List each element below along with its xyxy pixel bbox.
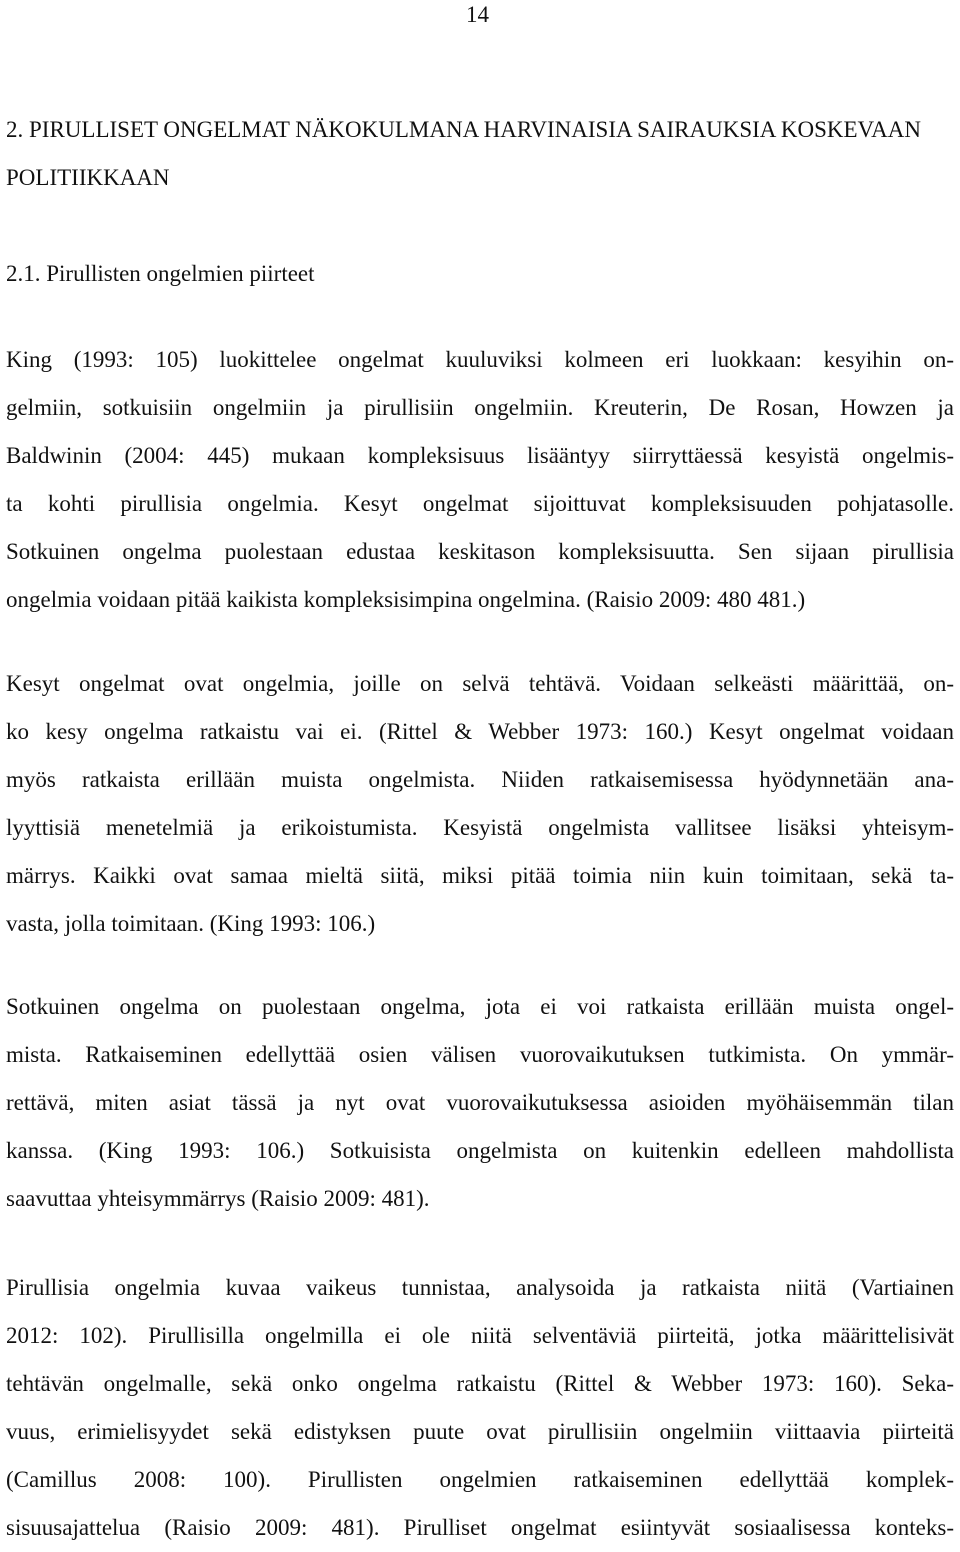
- paragraph-line: myös ratkaista erillään muista ongelmista. Niiden ratkaisemisessa hyödynnetään ana-: [6, 767, 954, 792]
- paragraph-line: Kesyt ongelmat ovat ongelmia, joille on selvä tehtävä. Voidaan selkeästi määrittää, on-: [6, 671, 954, 696]
- paragraph-line: ko kesy ongelma ratkaistu vai ei. (Rittel & Webber 1973: 160.) Kesyt ongelmat voidaan: [6, 719, 954, 744]
- paragraph-line: Pirullisia ongelmia kuvaa vaikeus tunnistaa, analysoida ja ratkaista niitä (Vartiainen: [6, 1275, 954, 1300]
- chapter-heading: 2. PIRULLISET ONGELMAT NÄKOKULMANA HARVINAISIA SAIRAUKSIA KOSKEVAAN POLITIIKKAAN: [6, 117, 922, 190]
- page-number: 14: [466, 2, 489, 27]
- paragraph-line: sisuusajattelua (Raisio 2009: 481). Pirulliset ongelmat esiintyvät sosiaalisessa konteks-: [6, 1515, 954, 1540]
- paragraph-line: mista. Ratkaiseminen edellyttää osien välisen vuorovaikutuksen tutkimista. On ymmär-: [6, 1042, 954, 1067]
- paragraph-1: [6, 336, 954, 624]
- paragraph-4: [6, 1264, 954, 1552]
- paragraph-line: ta kohti pirullisia ongelmia. Kesyt ongelmat sijoittuvat kompleksisuuden pohjatasolle.: [6, 491, 954, 516]
- paragraph-line: Baldwinin (2004: 445) mukaan kompleksisuus lisääntyy siirryttäessä kesyistä ongelmis-: [6, 443, 954, 468]
- paragraph-line: Sotkuinen ongelma on puolestaan ongelma, jota ei voi ratkaista erillään muista ongel-: [6, 994, 954, 1019]
- paragraph-line: saavuttaa yhteisymmärrys (Raisio 2009: 481).: [6, 1186, 430, 1211]
- paragraph-line: vuus, erimielisyydet sekä edistyksen puute ovat pirullisiin ongelmiin viittaavia piirteitä: [6, 1419, 954, 1444]
- paragraph-line: (Camillus 2008: 100). Pirullisten ongelmien ratkaiseminen edellyttää komplek-: [6, 1467, 954, 1492]
- paragraph-line: tehtävän ongelmalle, sekä onko ongelma ratkaistu (Rittel & Webber 1973: 160). Seka-: [6, 1371, 954, 1396]
- section-heading: 2.1. Pirullisten ongelmien piirteet: [6, 261, 315, 286]
- paragraph-2: [6, 660, 954, 948]
- paragraph-line: rettävä, miten asiat tässä ja nyt ovat vuorovaikutuksessa asioiden myöhäisemmän tilan: [6, 1090, 954, 1115]
- paragraph-line: ongelmia voidaan pitää kaikista kompleksisimpina ongelmina. (Raisio 2009: 480 481.): [6, 587, 806, 612]
- paragraph-line: märrys. Kaikki ovat samaa mieltä siitä, miksi pitää toimia niin kuin toimitaan, sekä ta-: [6, 863, 954, 888]
- paragraph-3: [6, 983, 954, 1223]
- paragraph-line: 2012: 102). Pirullisilla ongelmilla ei ole niitä selventäviä piirteitä, jotka määrittelisivät: [6, 1323, 954, 1348]
- paragraph-line: King (1993: 105) luokittelee ongelmat kuuluviksi kolmeen eri luokkaan: kesyihin on-: [6, 347, 954, 372]
- paragraph-line: gelmiin, sotkuisiin ongelmiin ja pirullisiin ongelmiin. Kreuterin, De Rosan, Howzen ja: [6, 395, 954, 420]
- paragraph-line: lyyttisiä menetelmiä ja erikoistumista. Kesyistä ongelmista vallitsee lisäksi yhteisym-: [6, 815, 954, 840]
- paragraph-line: vasta, jolla toimitaan. (King 1993: 106.): [6, 911, 376, 936]
- paragraph-line: kanssa. (King 1993: 106.) Sotkuisista ongelmista on kuitenkin edelleen mahdollista: [6, 1138, 954, 1163]
- paragraph-line: Sotkuinen ongelma puolestaan edustaa keskitason kompleksisuutta. Sen sijaan pirullisia: [6, 539, 954, 564]
